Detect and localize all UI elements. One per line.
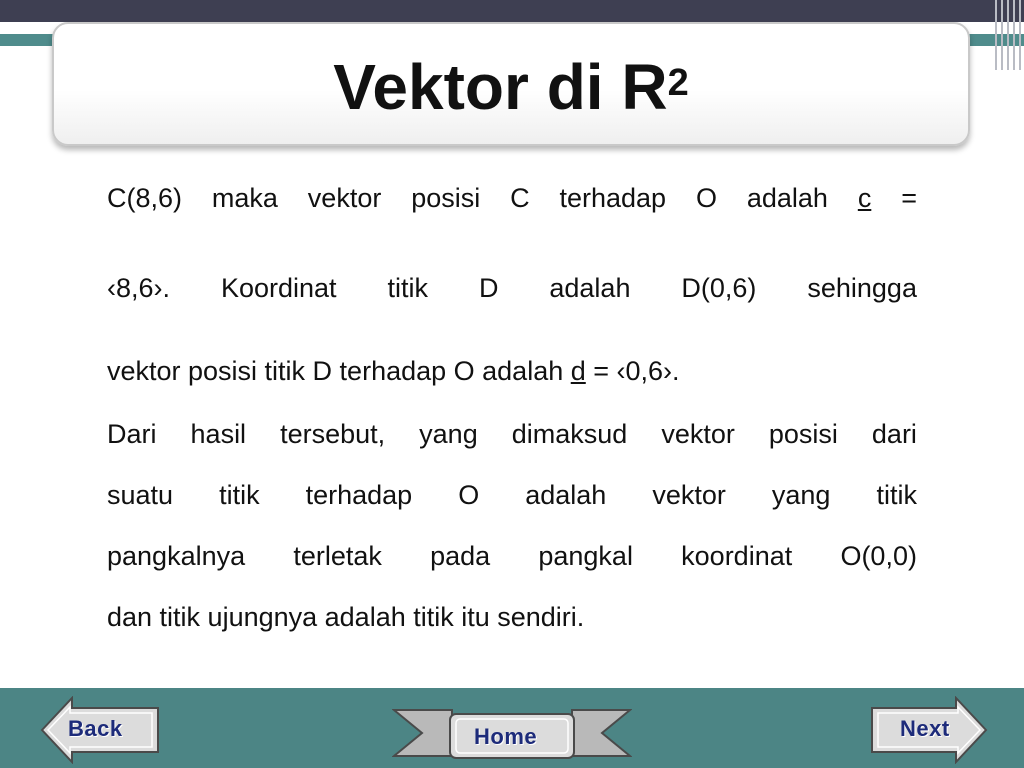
word: terhadap [305, 480, 413, 510]
word: ‹8,6›. [107, 273, 171, 303]
word: titik [387, 273, 428, 303]
word: dimaksud [511, 419, 628, 449]
word: C(8,6) [107, 183, 183, 213]
home-button[interactable] [392, 702, 632, 764]
title-text: Vektor di R [333, 51, 668, 123]
text-segment: dan titik ujungnya adalah titik itu sendiri. [107, 602, 585, 632]
word: O(0,0) [840, 541, 917, 571]
text-segment: = ‹0,6›. [585, 356, 680, 386]
word: adalah [549, 273, 631, 303]
word: Dari [107, 419, 157, 449]
text-segment: vektor posisi titik D terhadap O adalah [107, 356, 571, 386]
word: yang [771, 480, 831, 510]
word: vektor [307, 183, 382, 213]
slide-title [54, 52, 968, 122]
back-label: Back [68, 716, 123, 741]
vector-c: c [857, 183, 872, 213]
home-label: Home [474, 724, 538, 749]
word: terhadap [559, 183, 667, 213]
word: maka [211, 183, 278, 213]
word: tersebut, [280, 419, 386, 449]
word: titik [219, 480, 260, 510]
body-line-4 [107, 414, 917, 454]
word: posisi [411, 183, 481, 213]
vector-d: d [570, 356, 586, 386]
word: titik [876, 480, 917, 510]
word: D [478, 273, 499, 303]
word: sehingga [807, 273, 917, 303]
word: dari [871, 419, 917, 449]
word: C [510, 183, 530, 213]
word: vektor [661, 419, 735, 449]
word: koordinat [681, 541, 793, 571]
title-box [52, 22, 970, 146]
title-superscript: 2 [667, 62, 689, 104]
word: adalah [746, 183, 828, 213]
next-button[interactable] [870, 696, 988, 764]
word: Koordinat [220, 273, 337, 303]
word: pangkalnya [107, 541, 246, 571]
word: suatu [107, 480, 174, 510]
word: D(0,6) [681, 273, 757, 303]
teal-stripe-left [0, 34, 60, 46]
edge-lines-decoration [993, 0, 1024, 70]
word: yang [419, 419, 478, 449]
body-line-1 [107, 178, 917, 218]
word: hasil [190, 419, 247, 449]
body-line-7 [107, 597, 917, 637]
equals-sign: = [901, 183, 917, 213]
body-line-3 [107, 351, 917, 391]
word: adalah [525, 480, 607, 510]
body-line-2 [107, 268, 917, 308]
body-line-6 [107, 536, 917, 576]
top-bar [0, 0, 1024, 22]
word: pangkal [538, 541, 633, 571]
word: posisi [768, 419, 838, 449]
back-button[interactable] [40, 696, 162, 764]
word: terletak [293, 541, 382, 571]
word: pada [430, 541, 491, 571]
word: vektor [652, 480, 726, 510]
body-line-5 [107, 475, 917, 515]
word: O [458, 480, 480, 510]
word: O [695, 183, 717, 213]
next-label: Next [900, 716, 950, 741]
